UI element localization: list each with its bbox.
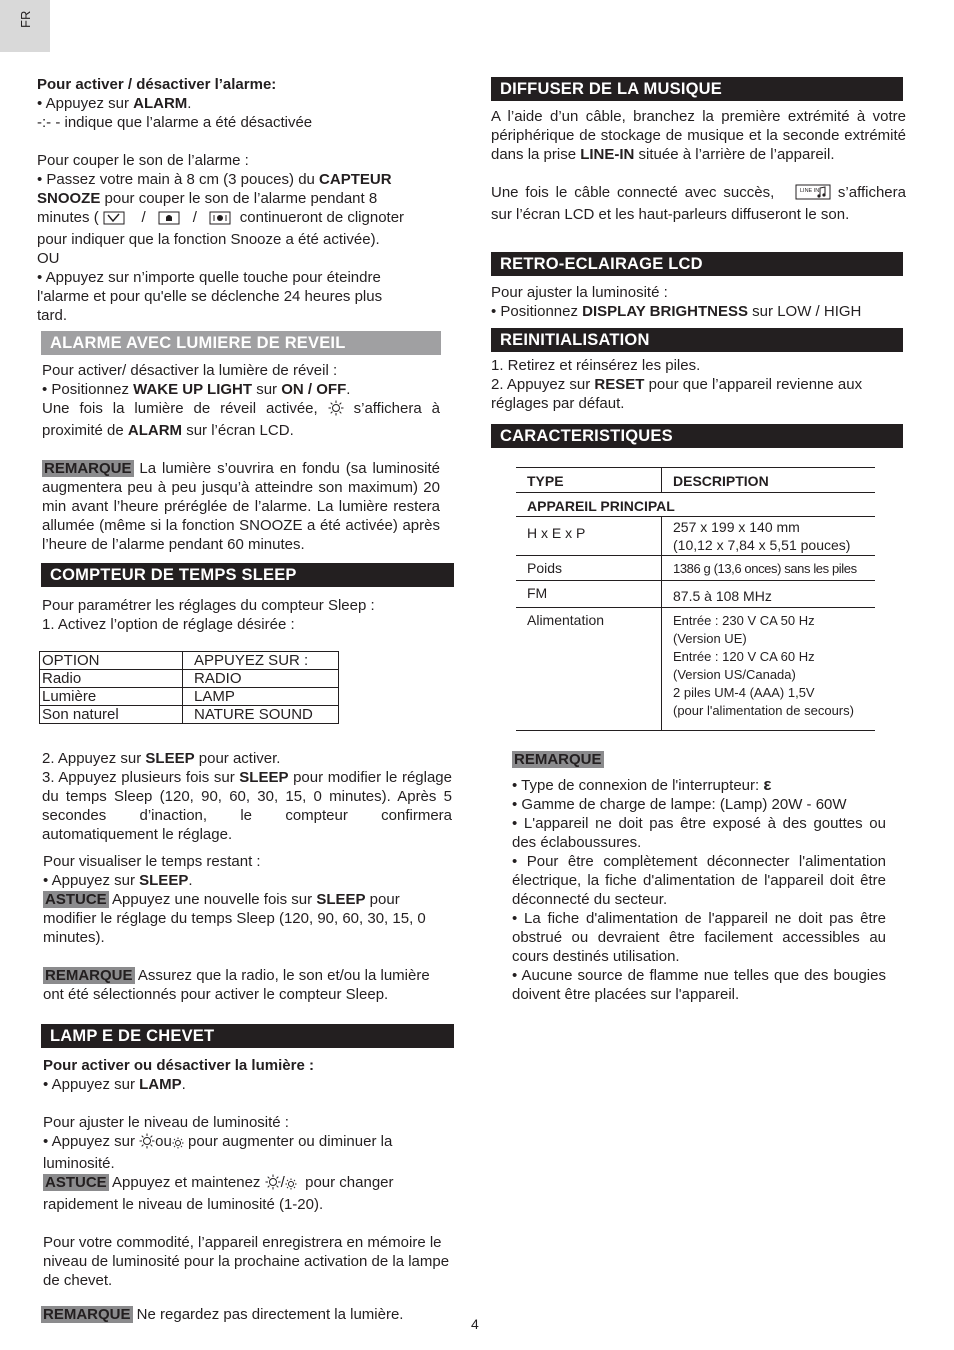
alarm-line-1: • Appuyez sur ALARM.: [37, 95, 192, 112]
table-row: TYPE DESCRIPTION: [516, 468, 875, 493]
alarm-line-2: -:- - indique que l’alarme a été désactivée: [37, 114, 313, 131]
specs-header: CARACTERISTIQUES: [491, 424, 903, 448]
remark-5: • La fiche d'alimentation de l'appareil ne doit pas être obstrué ou devraient être facilement accessibles au cours destinés utilisation.: [512, 910, 886, 965]
sleep-intro: [42, 596, 452, 634]
view-line-1: Pour visualiser le temps restant :: [43, 853, 261, 870]
sleep-line-1: Pour paramétrer les réglages du compteur Sleep :: [42, 597, 375, 614]
music-header: DIFFUSER DE LA MUSIQUE: [491, 77, 903, 101]
lamp-line-4: luminosité.: [43, 1155, 115, 1172]
line-in-icon-text: LINE IN: [799, 188, 820, 194]
table-row: OPTION APPUYEZ SUR :: [40, 652, 339, 670]
table-row: FM 87.5 à 108 MHz: [516, 581, 875, 608]
alarm-line-9: • Appuyez sur n’importe quelle touche pour éteindre: [37, 269, 381, 286]
music-section: [491, 107, 906, 224]
table-row: Son naturel NATURE SOUND: [40, 706, 339, 724]
alarm-line-6: minutes ( / / continueront de clignoter: [37, 208, 447, 230]
language-tab: [0, 0, 50, 52]
lamp-line-1: • Appuyez sur LAMP.: [43, 1076, 186, 1093]
page-number: 4: [471, 1316, 479, 1332]
sleep-options-table: [39, 651, 339, 724]
alarm-line-3: Pour couper le son de l’alarme :: [37, 152, 249, 169]
music-para-1: A l’aide d’un câble, branchez la première extrémité à votre périphérique de stockage de musique et la seconde extrémité dans la prise LINE-IN située à l’arrière de l’appareil.: [491, 108, 906, 163]
table-row: H x E x P 257 x 199 x 140 mm (10,12 x 7,84 x 5,51 pouces): [516, 517, 875, 556]
lamp-line-3: • Appuyez sur ou pour augmenter ou diminuer la: [43, 1132, 453, 1154]
remark-3: • L'appareil ne doit pas être exposé à des gouttes ou des éclaboussures.: [512, 815, 886, 851]
music-para-3: sur l’écran LCD et les haut-parleurs diffuseront le son.: [491, 206, 850, 223]
radio-alarm-icon: [103, 211, 125, 230]
remark-2: • Gamme de charge de lampe: (Lamp) 20W - 60W: [512, 796, 847, 813]
lamp-tip-2: rapidement le niveau de luminosité (1-20).: [43, 1196, 324, 1213]
reset-section: [491, 356, 906, 413]
reset-header: REINITIALISATION: [491, 328, 903, 352]
alarm-line-5: SNOOZE pour couper le son de l’alarme pendant 8: [37, 190, 378, 207]
table-row: Radio RADIO: [40, 670, 339, 688]
lamp-section: [43, 1056, 453, 1290]
brightness-down-icon: [172, 1135, 184, 1154]
wake-line-4: proximité de ALARM sur l’écran LCD.: [42, 422, 294, 439]
buzzer-alarm-icon: [158, 211, 180, 230]
nature-alarm-icon: [209, 211, 231, 230]
astuce-tag: ASTUCE: [45, 891, 107, 908]
remark-1: • Type de connexion de l'interrupteur: ε: [512, 775, 772, 794]
wake-line-1: Pour activer/ désactiver la lumière de réveil :: [42, 362, 338, 379]
alarm-line-10: l'alarme et pour qu'elle se déclenche 24 heures plus: [37, 288, 383, 305]
sleep-note: REMARQUE Assurez que la radio, le son et/ou la lumière ont été sélectionnés pour activer le compteur Sleep.: [43, 967, 430, 1003]
remarks-tag-line: [512, 750, 886, 769]
line-in-icon: [795, 184, 831, 205]
backlight-line-1: Pour ajuster la luminosité :: [491, 284, 668, 301]
sleep-header: COMPTEUR DE TEMPS SLEEP: [41, 563, 454, 587]
remarks-section: [512, 750, 886, 1004]
sleep-steps: [42, 749, 452, 844]
lamp-title: Pour activer ou désactiver la lumière :: [43, 1057, 314, 1074]
alarm-line-8: OU: [37, 250, 60, 267]
reset-line-2: 2. Appuyez sur RESET pour que l’appareil revienne aux réglages par défaut.: [491, 376, 863, 412]
sleep-step-3: 3. Appuyez plusieurs fois sur SLEEP pour modifier le réglage du temps Sleep (120, 90, 60, 30, 15, 0 minutes). Après 5 secondes d’inaction, le compteur confirmera automatiquement le réglage.: [42, 769, 452, 843]
astuce-tag: ASTUCE: [45, 1174, 107, 1191]
backlight-section: [491, 283, 906, 321]
table-row: Alimentation Entrée : 230 V CA 50 Hz (Version UE) Entrée : 120 V CA 60 Hz (Version US/Canada) 2 piles UM-4 (AAA) 1,5V (pour l'alimentation de secours): [516, 608, 875, 731]
alarm-toggle-section: [37, 75, 447, 325]
view-line-2: • Appuyez sur SLEEP.: [43, 872, 193, 889]
alarm-toggle-title: Pour activer / désactiver l’alarme:: [37, 76, 277, 93]
specs-table: [516, 467, 875, 731]
brightness-up-icon: [139, 1133, 155, 1154]
table-row: APPAREIL PRINCIPAL: [516, 493, 875, 517]
wake-line-2: • Positionnez WAKE UP LIGHT sur ON / OFF.: [42, 381, 351, 398]
lamp-memory: Pour votre commodité, l’appareil enregistrera en mémoire le niveau de luminosité pour la prochaine activation de la lampe de chevet.: [43, 1234, 450, 1289]
reset-line-1: 1. Retirez et réinsérez les piles.: [491, 357, 701, 374]
wake-line-3: Une fois la lumière de réveil activée, s’affichera à: [42, 399, 440, 421]
language-label: FR: [18, 10, 33, 28]
wake-light-section: [42, 361, 440, 554]
brightness-down-icon: [285, 1176, 297, 1195]
lamp-line-2: Pour ajuster le niveau de luminosité :: [43, 1114, 289, 1131]
sleep-step-2: 2. Appuyez sur SLEEP pour activer.: [42, 750, 281, 767]
remarque-tag: REMARQUE: [45, 967, 133, 984]
table-row: Poids 1386 g (13,6 onces) sans les piles: [516, 556, 875, 581]
sleep-view: [43, 852, 450, 1004]
alarm-line-11: tard.: [37, 307, 68, 324]
remarque-tag: REMARQUE: [44, 460, 132, 477]
brightness-up-icon: [265, 1174, 281, 1195]
remark-4: • Pour être complètement déconnecter l'alimentation électrique, la fiche d'alimentation de l'appareil doit être déconnecté du secteur.: [512, 853, 886, 908]
music-para-2: Une fois le câble connecté avec succès, LINE IN s’affichera: [491, 183, 906, 205]
alarm-line-7: pour indiquer que la fonction Snooze a été activée).: [37, 231, 380, 248]
backlight-header: RETRO-ECLAIRAGE LCD: [491, 252, 903, 276]
lamp-header: LAMP E DE CHEVET: [41, 1024, 454, 1048]
wake-light-header: ALARME AVEC LUMIERE DE REVEIL: [41, 331, 441, 355]
sleep-tip: ASTUCE Appuyez une nouvelle fois sur SLEEP pour modifier le réglage du temps Sleep (120, 90, 60, 30, 15, 0 minutes).: [43, 891, 426, 946]
remarque-tag: REMARQUE: [43, 1306, 131, 1323]
sleep-line-2: 1. Activez l’option de réglage désirée :: [42, 616, 295, 633]
sun-icon: [328, 400, 344, 421]
remark-6: • Aucune source de flamme nue telles que des bougies doivent être placées sur l'appareil.: [512, 967, 886, 1003]
remarque-tag: REMARQUE: [514, 751, 602, 768]
table-row: Lumière LAMP: [40, 688, 339, 706]
backlight-line-2: • Positionnez DISPLAY BRIGHTNESS sur LOW / HIGH: [491, 303, 862, 320]
alarm-line-4: • Passez votre main à 8 cm (3 pouces) du CAPTEUR: [37, 171, 392, 188]
lamp-tip: ASTUCE Appuyez et maintenez / pour changer: [43, 1173, 453, 1195]
lamp-note: REMARQUE Ne regardez pas directement la lumière.: [43, 1306, 404, 1323]
wake-note: REMARQUE La lumière s’ouvrira en fondu (sa luminosité augmentera peu à peu jusqu’à atteindre son maximum) 20 min avant l’heure préréglée de l’alarme. La lumière restera allumée (même si la fonction SNOOZE a été activée) après l’heure de l’alarme pendant 60 minutes.: [42, 460, 440, 553]
